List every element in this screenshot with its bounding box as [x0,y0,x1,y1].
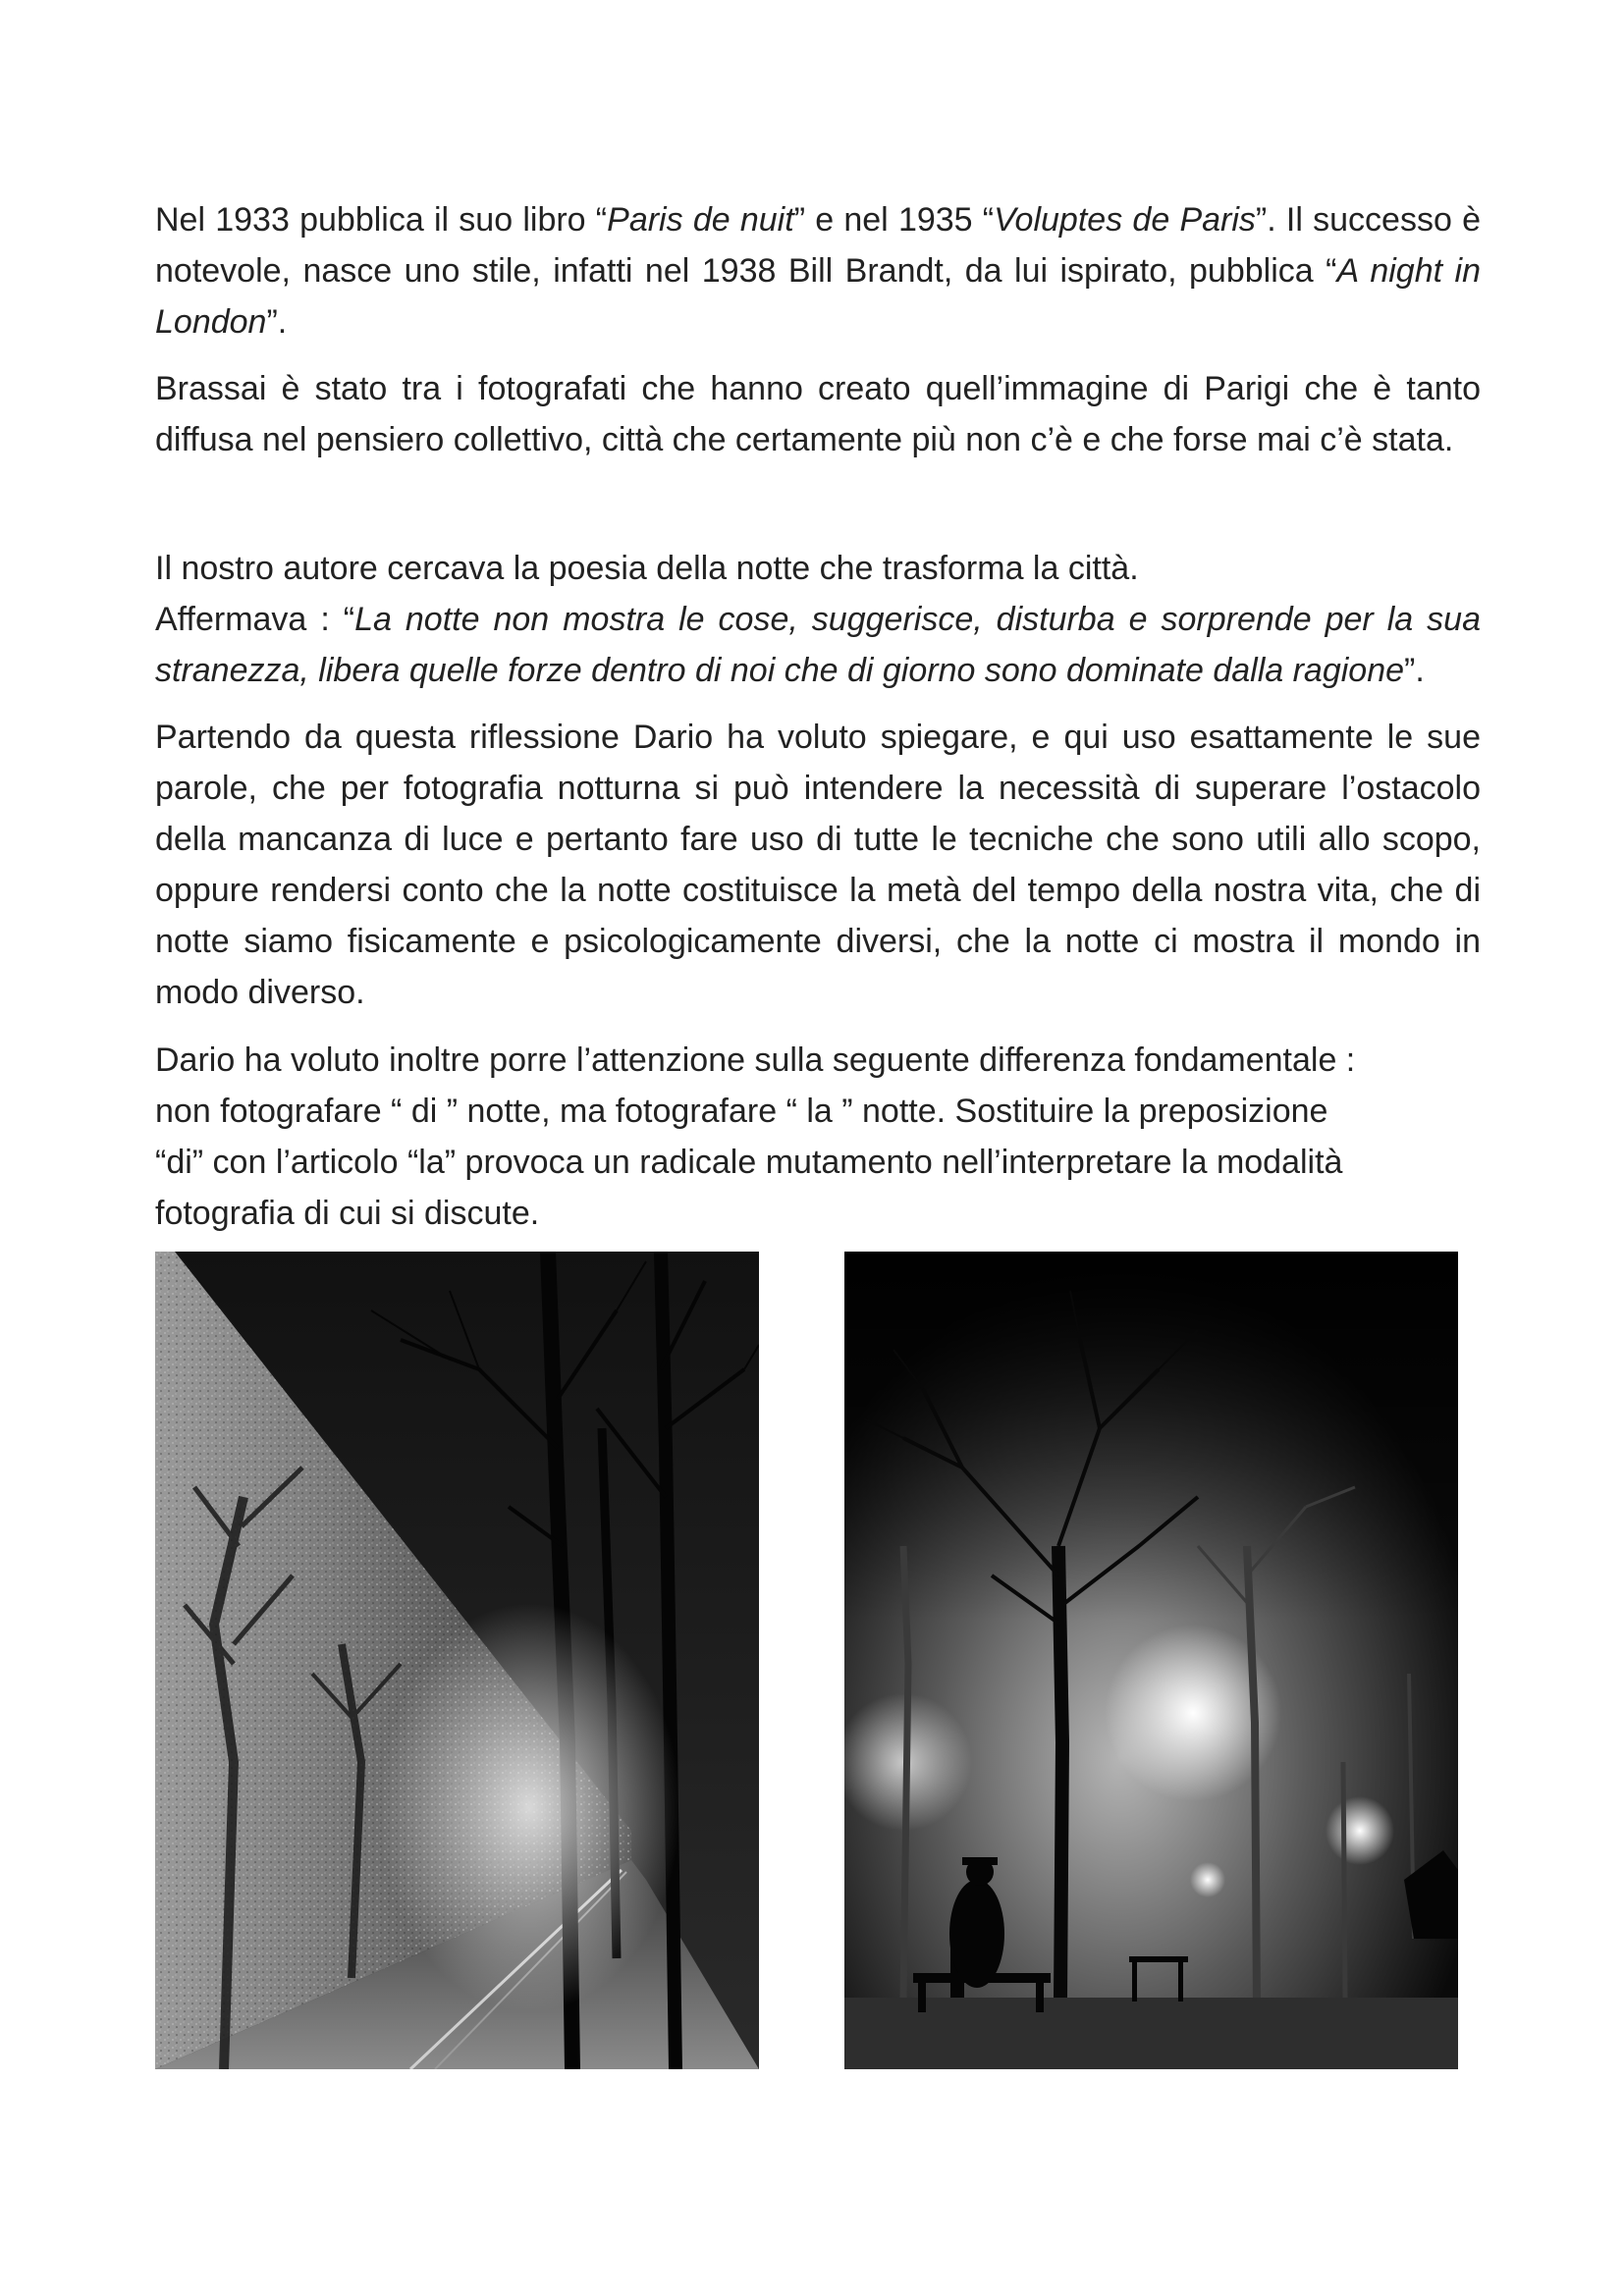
photo-foggy-park-svg [844,1252,1458,2069]
text-run: Affermava : “ [155,601,355,638]
paragraph-line: “di” con l’articolo “la” provoca un radicale mutamento nell’interpretare la modalità [155,1144,1343,1181]
italic-book-title: Voluptes de Paris [994,201,1256,239]
paragraph-brassai [155,363,1481,465]
paragraph-di-notte-la-notte [155,1035,1481,1239]
photo-foggy-park-man-bench-icon [844,1252,1458,2069]
text-run: ”. [1404,652,1425,689]
photo-night-wall-trees-icon [155,1252,759,2069]
text-run: Nel 1933 pubblica il suo libro “ [155,201,608,239]
paragraph-text: Partendo da questa riflessione Dario ha voluto spiegare, e qui uso esattamente le sue parole, che per fotografia notturna si può intendere la necessità di superare l’ostacolo della mancanza di luce e pertanto fare uso di tutte le tecniche che sono utili allo scopo, oppure rendersi conto che la notte costituisce la metà del tempo della nostra vita, che di notte siamo fisicamente e psicologicamente diversi, che la notte ci mostra il mondo in modo diverso. [155,719,1481,1011]
paragraph-line: Il nostro autore cercava la poesia della notte che trasforma la città. [155,550,1139,587]
paragraph-text: Brassai è stato tra i fotografati che hanno creato quell’immagine di Parigi che è tanto diffusa nel pensiero collettivo, città che certamente più non c’è e che forse mai c’è stata. [155,370,1481,458]
paragraph-poesia-notte [155,543,1481,696]
text-run: ”. [266,303,288,341]
italic-book-title: Paris de nuit [607,201,794,239]
photo-night-wall-trees-svg [155,1252,759,2069]
paragraph-line: non fotografare “ di ” notte, ma fotografare “ la ” notte. Sostituire la preposizione [155,1093,1328,1130]
paragraph-paris-de-nuit [155,194,1481,347]
italic-book-title: A night in London [155,252,1481,341]
paragraph-fotografia-notturna [155,712,1481,1018]
paragraph-line: Dario ha voluto inoltre porre l’attenzione sulla seguente differenza fondamentale : [155,1041,1356,1079]
text-run: ”. Il successo è notevole, nasce uno stile, infatti nel 1938 Bill Brandt, da lui ispirato, pubblica “ [155,201,1481,290]
paragraph-line: fotografia di cui si discute. [155,1195,540,1232]
text-run: ” e nel 1935 “ [793,201,995,239]
italic-quote: La notte non mostra le cose, suggerisce, disturba e sorprende per la sua stranezza, libera quelle forze dentro di noi che di giorno sono dominate dalla ragione [155,601,1481,689]
